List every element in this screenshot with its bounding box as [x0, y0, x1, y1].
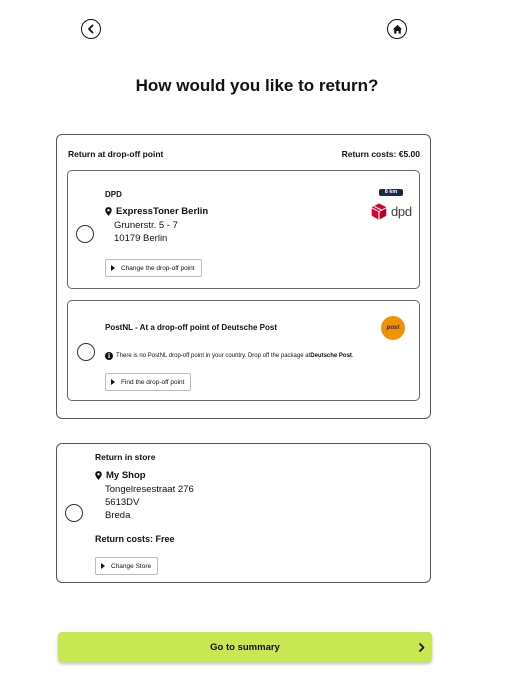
dpd-logo-text: dpd — [391, 204, 412, 219]
find-dropoff-point-label: Find the drop-off point — [121, 378, 185, 386]
dpd-carrier-name: DPD — [105, 190, 122, 199]
postnl-radio[interactable] — [77, 343, 95, 361]
location-pin-icon — [105, 207, 112, 216]
back-button[interactable] — [81, 19, 101, 39]
dropoff-heading: Return at drop-off point — [68, 149, 164, 159]
change-dropoff-point-button[interactable] — [105, 259, 202, 277]
home-icon — [392, 24, 403, 35]
location-pin-icon — [95, 471, 102, 480]
distance-badge: 8 km — [379, 189, 403, 196]
caret-right-icon — [111, 265, 115, 271]
go-to-summary-label: Go to summary — [210, 641, 280, 653]
postnl-carrier-name: PostNL - At a drop-off point of Deutsche Post — [105, 323, 277, 332]
home-button[interactable] — [387, 19, 407, 39]
postnl-notice-end: . — [351, 353, 354, 359]
store-heading: Return in store — [95, 452, 156, 462]
dpd-radio[interactable] — [76, 225, 94, 243]
store-costs: Return costs: Free — [95, 534, 175, 544]
info-icon: i — [105, 352, 113, 360]
store-shop-row — [95, 470, 146, 481]
postnl-logo — [381, 316, 405, 340]
dpd-cube-icon — [371, 203, 387, 220]
caret-right-icon — [111, 379, 115, 385]
dropoff-costs: Return costs: €5.00 — [341, 149, 420, 159]
dpd-city: 10179 Berlin — [114, 233, 168, 244]
chevron-left-icon — [86, 24, 96, 34]
store-radio[interactable] — [65, 504, 83, 522]
postnl-notice-text: There is no PostNL drop-off point in your country. Drop off the package at — [116, 353, 311, 359]
store-shop-name: My Shop — [106, 470, 146, 481]
chevron-right-icon — [418, 643, 425, 652]
postnl-notice — [105, 352, 354, 360]
page-title: How would you like to return? — [135, 76, 379, 95]
dpd-shop-row — [105, 206, 208, 217]
store-city: Breda — [105, 510, 131, 521]
change-store-button[interactable] — [95, 557, 158, 575]
store-postcode: 5613DV — [105, 497, 140, 508]
change-dropoff-point-label: Change the drop-off point — [121, 264, 195, 272]
postnl-notice-bold: Deutsche Post — [310, 353, 352, 359]
dpd-shop-name: ExpressToner Berlin — [116, 206, 209, 217]
find-dropoff-point-button[interactable] — [105, 373, 191, 391]
caret-right-icon — [101, 563, 105, 569]
dpd-street: Grunerstr. 5 - 7 — [114, 220, 178, 231]
dpd-logo — [371, 203, 412, 220]
store-street: Tongelresestraat 276 — [105, 484, 194, 495]
go-to-summary-button[interactable] — [58, 632, 432, 662]
postnl-logo-text: post — [386, 325, 400, 331]
change-store-label: Change Store — [111, 562, 152, 570]
